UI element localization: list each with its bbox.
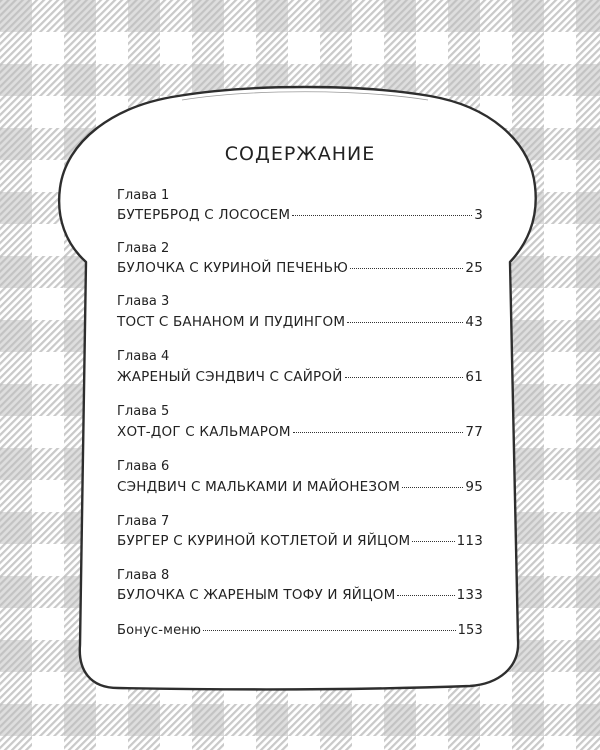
chapter-8-title: БУЛОЧКА С ЖАРЕНЫМ ТОФУ И ЯЙЦОМ (117, 587, 396, 603)
chapter-2-label: Глава 2 (117, 241, 170, 256)
chapter-6-page: 95 (465, 479, 483, 495)
chapter-1-entry[interactable] (117, 207, 483, 223)
chapter-8-entry[interactable] (117, 587, 483, 603)
chapter-5-label: Глава 5 (117, 404, 170, 419)
dot-leader (397, 595, 454, 596)
chapter-4-page: 61 (465, 369, 483, 385)
chapter-4-entry[interactable] (117, 369, 483, 385)
chapter-4-label: Глава 4 (117, 349, 170, 364)
chapter-3-page: 43 (465, 314, 483, 330)
dot-leader (293, 432, 464, 433)
toc-heading: СОДЕРЖАНИЕ (224, 143, 376, 165)
dot-leader (347, 322, 463, 323)
chapter-7-title: БУРГЕР С КУРИНОЙ КОТЛЕТОЙ И ЯЙЦОМ (117, 533, 411, 549)
chapter-5-entry[interactable] (117, 424, 483, 440)
chapter-6-entry[interactable] (117, 479, 483, 495)
chapter-4-title: ЖАРЕНЫЙ СЭНДВИЧ С САЙРОЙ (117, 369, 343, 385)
chapter-7-label: Глава 7 (117, 514, 170, 529)
bonus-page: 153 (457, 623, 483, 638)
chapter-1-title: БУТЕРБРОД С ЛОСОСЕМ (117, 207, 291, 223)
chapter-8-page: 133 (456, 587, 483, 603)
dot-leader (345, 377, 464, 378)
chapter-2-page: 25 (465, 260, 483, 276)
chapter-7-entry[interactable] (117, 533, 483, 549)
chapter-1-page: 3 (474, 207, 483, 223)
bonus-title: Бонус-меню (117, 623, 202, 638)
chapter-3-title: ТОСТ С БАНАНОМ И ПУДИНГОМ (117, 314, 346, 330)
chapter-2-title: БУЛОЧКА С КУРИНОЙ ПЕЧЕНЬЮ (117, 260, 349, 276)
chapter-1-label: Глава 1 (117, 188, 170, 203)
chapter-3-label: Глава 3 (117, 294, 170, 309)
chapter-8-label: Глава 8 (117, 568, 170, 583)
dot-leader (412, 541, 454, 542)
bonus-entry[interactable] (117, 623, 483, 638)
dot-leader (203, 630, 455, 631)
chapter-6-title: СЭНДВИЧ С МАЛЬКАМИ И МАЙОНЕЗОМ (117, 479, 400, 495)
dot-leader (350, 268, 463, 269)
chapter-2-entry[interactable] (117, 260, 483, 276)
chapter-3-entry[interactable] (117, 314, 483, 330)
chapter-7-page: 113 (456, 533, 483, 549)
dot-leader (402, 487, 463, 488)
dot-leader (292, 215, 472, 216)
chapter-5-title: ХОТ-ДОГ С КАЛЬМАРОМ (117, 424, 291, 440)
chapter-6-label: Глава 6 (117, 459, 170, 474)
chapter-5-page: 77 (465, 424, 483, 440)
